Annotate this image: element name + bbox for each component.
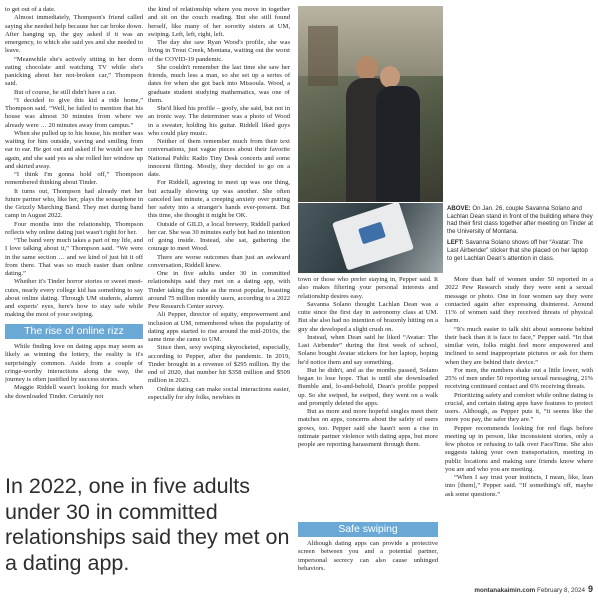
article-column-2 bbox=[148, 6, 290, 480]
paragraph: to get out of a date. bbox=[5, 6, 56, 13]
paragraph: Neither of them remember much from their text conversations, just vague pieces about their favorite National Public Radio Tiny Desk concerts and some innocent flirting. Mostly, they decided to go on a date. bbox=[148, 138, 290, 178]
paragraph: For men, the numbers shake out a little lower, with 25% of men under 50 reporting sexual messaging, 21% receiving continued contact and 6% receiving threats. bbox=[445, 366, 593, 391]
photo-caption bbox=[447, 205, 593, 266]
person-body bbox=[376, 86, 420, 202]
couple-photo bbox=[298, 6, 443, 202]
paragraph: There are worse outcomes than just an awkward conversation, Riddell knew. bbox=[148, 253, 290, 269]
paragraph: Outside of GILD, a local brewery, Riddell parked her car. She was 30 minutes early but had no intention of going inside. Instead, she sat, gathering the courage to meet Wood. bbox=[148, 220, 290, 253]
paragraph: When she pulled up to his house, his mother was waiting for him outside, waving and smiling from ear to ear. He got out and asked if he would see her again, and she said yes as she rolled her window up and skirted away. bbox=[5, 129, 143, 170]
paragraph: “I think I'm gonna hold off,” Thompson remembered thinking about Tinder. bbox=[5, 171, 143, 187]
article-column-1-continued bbox=[5, 343, 143, 463]
paragraph: Savanna Solano thought Lachlan Dean was a cutie since the first day in astronomy class at UM. But she also had no intention of brazenly hitting on a guy she developed a slight crush on. bbox=[298, 300, 438, 333]
paragraph: More than half of women under 50 reported in a 2022 Pew Research study they were sent a sexual message or photo. One in four women say they were contacted again after expressing disinterest. Around 11% of women said they received threats of physical harm. bbox=[445, 276, 593, 325]
caption-lead: LEFT: bbox=[447, 239, 464, 247]
article-column-3-continued bbox=[298, 540, 438, 580]
paragraph: town or those who prefer staying in, Pepper said. It also makes filtering your personal interests and relationship desires easy. bbox=[298, 276, 438, 300]
caption-text: On Jan. 26, couple Savanna Solano and Lachlan Dean stand in front of the building where they had their first class together after meeting on Tinder at the University of Montana. bbox=[447, 205, 593, 235]
person-head bbox=[380, 66, 400, 88]
person-head bbox=[356, 56, 378, 80]
paragraph: The day she saw Ryan Wood's profile, she was living in Trout Creek, Montana, waiting out the worst of the COVID-19 pandemic. bbox=[148, 39, 290, 63]
paragraph: While finding love on dating apps may seem as likely as winning the lottery, the reality is it's surprisingly common. Aside from a couple of cringe-worthy interactions along the way, the journey is often justified by success stories. bbox=[5, 343, 143, 383]
caption-above bbox=[447, 205, 593, 235]
paragraph: For Riddell, agreeing to meet up was one thing, but actually showing up was another. She often canceled last minute, a creeping anxiety over putting her safety into a stranger's hands ever-present. But this time, she thought it might be OK. bbox=[148, 179, 290, 220]
page-footer bbox=[400, 584, 593, 594]
tree-trunk bbox=[308, 26, 338, 86]
paragraph: Prioritizing safety and comfort while online dating is crucial, and certain dating apps have features to protect users. Although, as Pepper puts it, “it seems like the more you pay, the safer they are.” bbox=[445, 391, 593, 424]
paragraph: Instead, when Dean said he liked “Avatar: The Last Airbender” during the first week of school, Solano bought Avatar stickers for her laptop, hoping he'd notice them and say something. bbox=[298, 333, 438, 366]
paragraph: Maggie Riddell wasn't looking for much when she downloaded Tinder. Certainly not bbox=[5, 384, 143, 400]
page-number: 9 bbox=[587, 584, 593, 594]
site-url: montanakaimin.com bbox=[474, 587, 536, 594]
paragraph: “When I say trust your instincts, I mean, like, lean into [them],” Pepper said. “If something's off, maybe ask some questions.” bbox=[445, 474, 593, 498]
paragraph: “The band very much takes a part of my life, and I love talking about it,” Thompson said. “We were in the same section … and we kind of just hit it off from there. That was so much easier than online dating.” bbox=[5, 237, 143, 277]
paragraph: “It's much easier to talk shit about someone behind their back than it is face to face,” Pepper said. “In that similar vein, folks might feel more empowered and inclined to send inappropriate pictures or ask for them when they are behind their device.” bbox=[445, 325, 593, 366]
paragraph: She couldn't remember the last time she saw her friends, much less a man, so she set up a series of dates for when she got back into Missoula. Wood, a graduate student studying mathematics, was one of them. bbox=[148, 63, 290, 104]
paragraph: “Meanwhile she's actively sitting in her dorm eating chocolate and watching TV while she's panicking about her not-broken car,” Thompson said. bbox=[5, 55, 143, 88]
paragraph: “I decided to give this kid a ride home,” Thompson said. “Well, he failed to mention that his house was almost 30 minutes from where we already were … 20 minutes away from campus.” bbox=[5, 96, 143, 129]
paragraph: Online dating can make social interactions easier, especially for shy folks, newbies in bbox=[148, 385, 290, 401]
paragraph: Pepper recommends looking for red flags before meeting up in person, like inconsistent stories, only a few photos or refusing to talk over FaceTime. She also suggests taking your own transportation, meeting in public locations and making sure friends know where you are and who you are meeting. bbox=[445, 424, 593, 473]
caption-text: Savanna Solano shows off her “Avatar: The Last Airbender” sticker that she placed on her laptop to get Lachlan Dean's attention in class. bbox=[447, 239, 588, 262]
section-subhead-safe-swiping: Safe swiping bbox=[298, 522, 438, 537]
paragraph: It turns out, Thompson had already met her future partner who, like her, plays the sousaphone in the Grizzly Marching Band. They met during band camp in August 2022. bbox=[5, 187, 143, 220]
paragraph: But as more and more hopeful singles meet their matches on apps, concerns about the safety of users grows, too. Pepper said she hasn't seen a rise in intimate partner violence with dating apps, but more people are reporting harassment through them. bbox=[298, 408, 438, 448]
issue-date: February 8, 2024 bbox=[535, 587, 585, 594]
caption-left bbox=[447, 239, 593, 262]
paragraph: But he didn't, and as the months passed, Solano began to lose hope. That is until she downloaded Bumble and, lo-and-behold, Dean's profile popped up. So she swiped, he swiped, they went on a walk and promptly deleted the apps. bbox=[298, 366, 438, 407]
laptop-sticker-photo bbox=[298, 203, 443, 273]
article-column-4 bbox=[445, 276, 593, 572]
paragraph: Whether it's Tinder horror stories or sweet meet-cutes, nearly every college kid has something to say about online dating. Through UM students, alumni and experts' eyes, here's how to stay safe while making the most of your swiping. bbox=[5, 278, 143, 319]
paragraph: the kind of relationship where you move in together and sit on the couch reading. But she still found herself, like many of her sorority sisters at UM, swiping. Left, left, right, left. bbox=[148, 6, 290, 38]
pull-quote: In 2022, one in five adults under 30 in committed relationships said they met on a dating app. bbox=[5, 474, 290, 575]
paragraph: Ali Pepper, director of equity, empowerment and inclusion at UM, remembered when the popularity of dating apps started to rise around the mid-2010s, the same time she came to UM. bbox=[148, 311, 290, 343]
paragraph: But of course, he still didn't have a car. bbox=[14, 88, 116, 96]
paragraph: She'd liked his profile – goofy, she said, but not in an ironic way. The determiner was a photo of Wood in a sweater, holding his guitar. Riddell liked guys who could play music. bbox=[148, 105, 290, 137]
section-subhead-online-rizz: The rise of online rizz bbox=[5, 324, 143, 339]
caption-lead: ABOVE: bbox=[447, 205, 471, 212]
paragraph: Although dating apps can provide a protective screen between you and a potential partner, impersonal secrecy can also cause unhinged behaviors. bbox=[298, 540, 438, 572]
paragraph: One in five adults under 30 in committed relationships said they met on a dating app, with Tinder taking the cake as the most popular, boasting around 75 million monthly users, according to a 2022 Pew Research Center survey. bbox=[148, 270, 290, 310]
paragraph: Since then, sexy swiping skyrocketed, especially, according to Pepper, after the pandemic. In 2019, Tinder brought in a revenue of $295 million. By the end of 2020, that number hit $358 million and $509 million in 2023. bbox=[148, 344, 290, 385]
paragraph: Four months into the relationship, Thompson reflects why online dating just wasn't right for her. bbox=[5, 220, 143, 236]
paragraph: Almost immediately, Thompson's friend called saying she needed help because her car broke down. After hanging up, the guy asked if it was an emergency, to which she said yes and she needed to leave. bbox=[5, 14, 143, 55]
